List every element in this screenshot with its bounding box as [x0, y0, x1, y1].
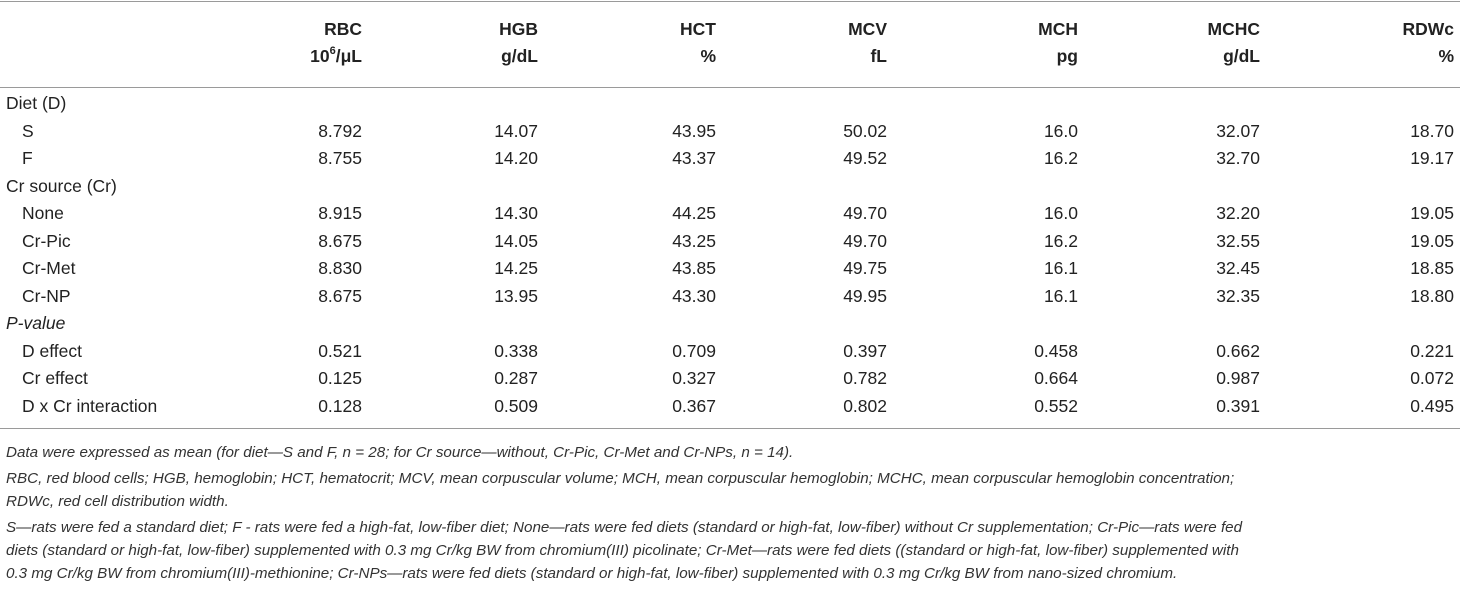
footnote-abbreviations-line1: RBC, red blood cells; HGB, hemoglobin; HCT, hematocrit; MCV, mean corpuscular volume; MCH, mean corpuscular hemoglobin; MCHC, mean corpuscular hemoglobin concentration; — [6, 470, 1235, 487]
row-label: F — [22, 148, 33, 168]
column-header-rdwc: RDWc % — [1402, 19, 1454, 66]
table-row — [0, 337, 1460, 365]
cell-rbc: 8.675 — [318, 285, 362, 306]
cell-hct: 43.30 — [672, 285, 716, 306]
table-group-row — [0, 309, 1460, 337]
column-header-hgb: HGB g/dL — [499, 19, 538, 66]
table-row — [0, 227, 1460, 255]
table-row — [0, 117, 1460, 145]
cell-rdwc: 0.495 — [1410, 395, 1454, 416]
cell-rbc: 8.792 — [318, 120, 362, 141]
footnote-data-expression: Data were expressed as mean (for diet—S and F, n = 28; for Cr source—without, Cr-Pic, Cr-Met and Cr-NPs, n = 14). — [6, 444, 794, 461]
column-header-mch: MCH pg — [1038, 19, 1078, 66]
cell-mcv: 49.70 — [843, 230, 887, 251]
cell-hct: 0.367 — [672, 395, 716, 416]
cell-rbc: 0.521 — [318, 340, 362, 361]
cell-rbc: 8.755 — [318, 148, 362, 168]
cell-mch: 16.1 — [1043, 258, 1078, 278]
cell-rdwc: 19.17 — [1410, 148, 1454, 168]
cell-mch: 0.458 — [1034, 340, 1078, 361]
cell-hgb: 0.287 — [494, 368, 538, 388]
cell-hct: 44.25 — [672, 203, 716, 223]
row-label: Cr-Met — [22, 258, 76, 278]
header-bottom-rule — [0, 87, 1460, 88]
table-row — [0, 199, 1460, 227]
row-label: Cr effect — [22, 368, 88, 388]
row-label: Diet (D) — [6, 93, 67, 113]
table-row — [0, 392, 1460, 420]
column-header-mcv: MCV fL — [848, 19, 887, 66]
cell-mchc: 32.20 — [1216, 203, 1260, 223]
footnote-abbreviations-line2: RDWc, red cell distribution width. — [6, 493, 229, 510]
row-label: S — [22, 120, 34, 141]
cell-hgb: 13.95 — [494, 285, 538, 306]
footnote-groups-line1: S—rats were fed a standard diet; F - rats were fed a high-fat, low-fiber diet; None—rats were fed diets (standard or high-fat, low-fiber) without Cr supplementation; Cr-Pic—rats were fed — [6, 519, 1243, 536]
cell-mch: 16.0 — [1043, 203, 1078, 223]
cell-rbc: 0.125 — [318, 368, 362, 388]
footnote-groups-line2: diets (standard or high-fat, low-fiber) supplemented with 0.3 mg Cr/kg BW from chromium(III) picolinate; Cr-Met—rats were fed diets ((standard or high-fat, low-fiber) supplemented with — [6, 542, 1239, 559]
table-row — [0, 282, 1460, 310]
cell-mcv: 49.95 — [843, 285, 887, 306]
table-bottom-rule — [0, 428, 1460, 429]
cell-mcv: 0.802 — [843, 395, 887, 416]
cell-hct: 0.327 — [672, 368, 716, 388]
cell-mch: 16.0 — [1043, 120, 1078, 141]
cell-hgb: 14.07 — [494, 120, 538, 141]
cell-hgb: 0.509 — [494, 395, 538, 416]
cell-mchc: 32.35 — [1216, 285, 1260, 306]
cell-hgb: 14.05 — [494, 230, 538, 251]
column-header-rbc: RBC $10^6/\mu L$ — [310, 19, 362, 66]
footnote-groups-line3: 0.3 mg Cr/kg BW from chromium(III)-methionine; Cr-NPs—rats were fed diets (standard or high-fat, low-fiber) supplemented with 0.3 mg Cr/kg BW from nano-sized chromium. — [6, 565, 1178, 582]
column-header-mchc: MCHC g/dL — [1207, 19, 1260, 66]
cell-rbc: 8.915 — [318, 203, 362, 223]
row-label: Cr-NP — [22, 285, 71, 306]
table-group-row — [0, 89, 1460, 117]
cell-rdwc: 19.05 — [1410, 203, 1454, 223]
cell-hgb: 0.338 — [494, 340, 538, 361]
cell-mchc: 0.391 — [1216, 395, 1260, 416]
cell-rbc: 8.675 — [318, 230, 362, 251]
row-label: Cr-Pic — [22, 230, 71, 251]
cell-rbc: 8.830 — [318, 258, 362, 278]
cell-hgb: 14.25 — [494, 258, 538, 278]
table-group-row — [0, 172, 1460, 200]
cell-mchc: 32.45 — [1216, 258, 1260, 278]
cell-hct: 0.709 — [672, 340, 716, 361]
table-row — [0, 254, 1460, 282]
cell-rdwc: 19.05 — [1410, 230, 1454, 251]
cell-mch: 16.2 — [1043, 148, 1078, 168]
cell-mchc: 32.70 — [1216, 148, 1260, 168]
cell-mch: 16.1 — [1043, 285, 1078, 306]
row-label: D effect — [22, 340, 82, 361]
cell-hct: 43.95 — [672, 120, 716, 141]
cell-mcv: 0.397 — [843, 340, 887, 361]
cell-hct: 43.85 — [672, 258, 716, 278]
cell-rdwc: 0.221 — [1410, 340, 1454, 361]
cell-mcv: 50.02 — [843, 120, 887, 141]
row-label: P-value — [6, 313, 66, 333]
cell-mchc: 0.987 — [1216, 368, 1260, 388]
cell-rdwc: 0.072 — [1410, 368, 1454, 388]
cell-mcv: 49.75 — [843, 258, 887, 278]
cell-mcv: 0.782 — [843, 368, 887, 388]
cell-rdwc: 18.70 — [1410, 120, 1454, 141]
cell-mcv: 49.52 — [843, 148, 887, 168]
cell-rdwc: 18.85 — [1410, 258, 1454, 278]
cell-hgb: 14.20 — [494, 148, 538, 168]
cell-mch: 16.2 — [1043, 230, 1078, 251]
cell-mchc: 32.55 — [1216, 230, 1260, 251]
table-row — [0, 144, 1460, 172]
cell-hct: 43.25 — [672, 230, 716, 251]
row-label: Cr source (Cr) — [6, 175, 117, 196]
cell-mchc: 0.662 — [1216, 340, 1260, 361]
column-header-hct: HCT % — [680, 19, 716, 66]
cell-mcv: 49.70 — [843, 203, 887, 223]
table-row — [0, 364, 1460, 392]
row-label: None — [22, 203, 64, 223]
cell-mch: 0.664 — [1034, 368, 1078, 388]
cell-hgb: 14.30 — [494, 203, 538, 223]
cell-hct: 43.37 — [672, 148, 716, 168]
cell-rdwc: 18.80 — [1410, 285, 1454, 306]
cell-rbc: 0.128 — [318, 395, 362, 416]
row-label: D x Cr interaction — [22, 395, 158, 416]
cell-mchc: 32.07 — [1216, 120, 1260, 141]
cell-mch: 0.552 — [1034, 395, 1078, 416]
table-top-rule — [0, 1, 1460, 2]
